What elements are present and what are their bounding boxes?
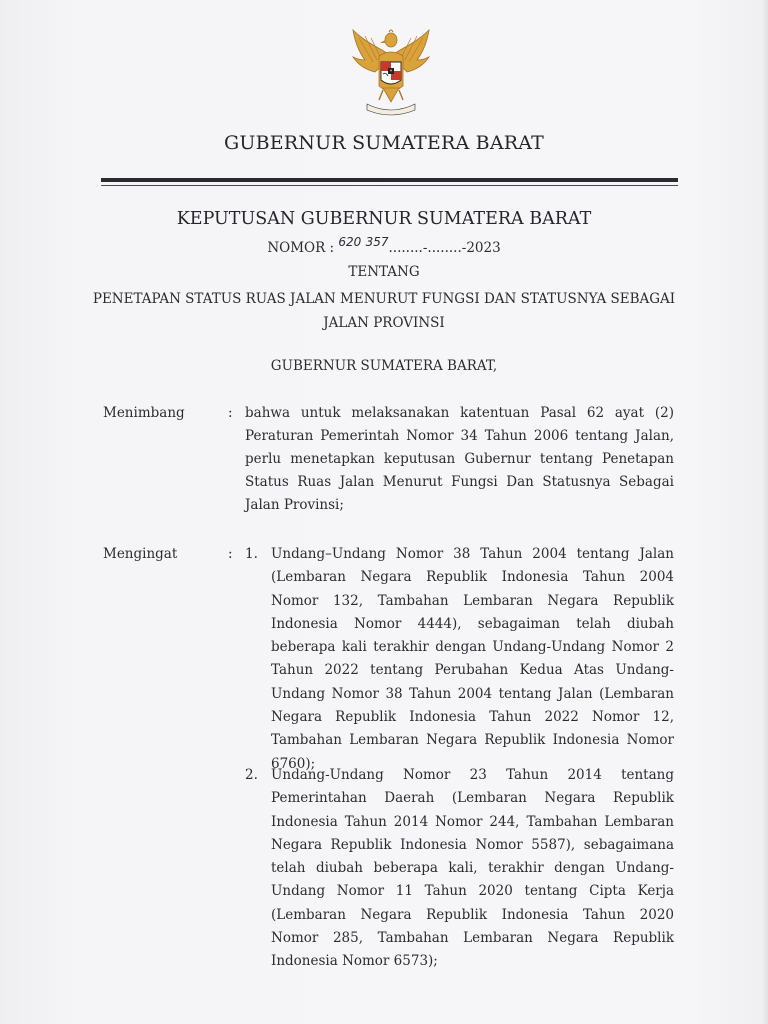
number-dots: ........-........- [388,240,467,256]
number-prefix: NOMOR : [267,240,335,256]
addressee: GUBERNUR SUMATERA BARAT, [270,358,498,374]
garuda-emblem-icon [345,26,437,118]
mengingat-item-text: Undang-Undang Nomor 23 Tahun 2014 tentang Pemerintahan Daerah (Lembaran Negara Republik Indonesia Tahun 2014 Nomor 244, Tambahan Lembaran Negara Republik Indonesia Nomor 5587), sebagaimana telah diubah beberapa kali, terakhir dengan Undang-Undang Nomor 11 Tahun 2020 tentang Cipta Kerja (Lembaran Negara Republik Indonesia Tahun 2020 Nomor 285, Tambahan Lembaran Negara Republik Indonesia Nomor 6573); [271,767,674,970]
tentang-heading: TENTANG [348,264,420,280]
header-divider-thick [101,178,678,182]
subject-line-2: JALAN PROVINSI [323,315,445,331]
governor-title: GUBERNUR SUMATERA BARAT [223,132,545,154]
menimbang-colon: : [228,405,233,421]
mengingat-item-text: Undang–Undang Nomor 38 Tahun 2004 tentang Jalan (Lembaran Negara Republik Indonesia Tahun 2004 Nomor 132, Tambahan Lembaran Negara Republik Indonesia Nomor 4444), sebagaiman telah diubah beberapa kali terakhir dengan Undang-Undang Nomor 2 Tahun 2022 tentang Perubahan Kedua Atas Undang-Undang Nomor 38 Tahun 2004 tentang Jalan (Lembaran Negara Republik Indonesia Tahun 2022 Nomor 12, Tambahan Lembaran Negara Republik Indonesia Nomor 6760); [271,546,674,772]
mengingat-colon: : [228,546,233,562]
number-year: 2023 [466,240,501,256]
menimbang-text: bahwa untuk melaksanakan katentuan Pasal 62 ayat (2) Peraturan Pemerintah Nomor 34 Tahun 2006 tentang Jalan, perlu menetapkan keputusan Gubernur tentang Penetapan Status Ruas Jalan Menurut Fungsi Dan Statusnya Sebagai Jalan Provinsi; [245,405,674,513]
decision-title: KEPUTUSAN GUBERNUR SUMATERA BARAT [176,209,592,229]
subject-line-1: PENETAPAN STATUS RUAS JALAN MENURUT FUNGSI DAN STATUSNYA SEBAGAI [92,291,676,307]
menimbang-label: Menimbang [103,405,185,421]
decision-subject [0,287,768,335]
mengingat-item-number: 2. [245,767,258,783]
handwritten-number-1: 620 [338,235,362,249]
mengingat-label: Mengingat [103,546,178,562]
header-divider-thin [101,185,678,186]
decision-number [0,235,768,256]
handwritten-number-2: 357 [365,235,389,249]
mengingat-item-number: 1. [245,546,258,562]
